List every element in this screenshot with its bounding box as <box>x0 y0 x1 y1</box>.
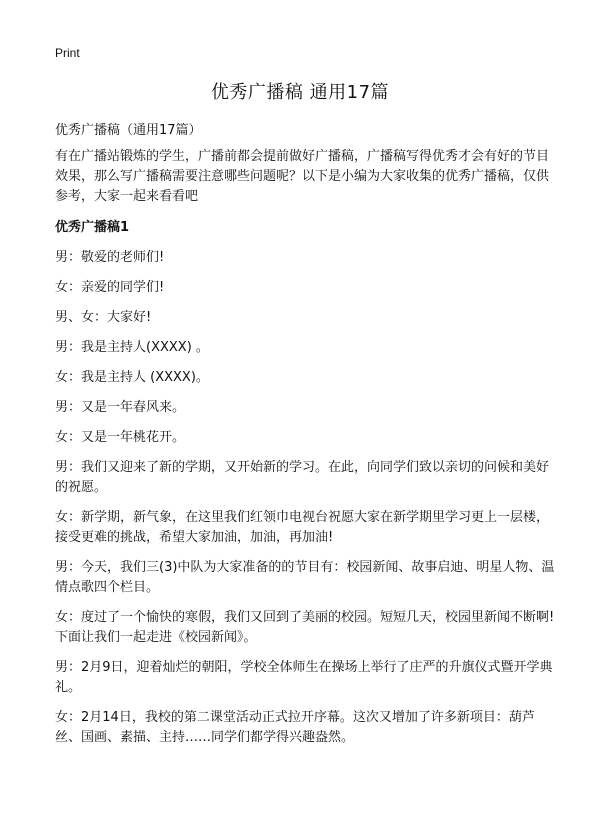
document-subtitle: 优秀广播稿（通用17篇） <box>55 123 202 138</box>
paragraph: 女：亲爱的同学们! <box>55 280 165 295</box>
paragraph: 女：度过了一个愉快的寒假，我们又回到了美丽的校园。短短几天，校园里新闻不断啊!下面让我们一起走进《校园新闻》。 <box>55 610 555 645</box>
paragraph: 男：又是一年春风来。 <box>55 400 186 415</box>
paragraph: 女：2月14日，我校的第二课堂活动正式拉开序幕。这次又增加了许多新项目：葫芦丝、国画、素描、主持……同学们都学得兴趣盎然。 <box>55 710 535 745</box>
paragraph: 女：又是一年桃花开。 <box>55 430 186 445</box>
paragraph: 女：新学期，新气象，在这里我们红领巾电视台祝愿大家在新学期里学习更上一层楼，接受更难的挑战，希望大家加油，加油，再加油! <box>55 510 550 545</box>
paragraph: 男：我们又迎来了新的学期，又开始新的学习。在此，向同学们致以亲切的问候和美好的祝愿。 <box>55 460 550 495</box>
paragraph: 男：敬爱的老师们! <box>55 250 165 265</box>
paragraph: 男：2月9日，迎着灿烂的朝阳，学校全体师生在操场上举行了庄严的升旗仪式暨开学典礼。 <box>55 660 553 695</box>
paragraph: 男：今天，我们三(3)中队为大家准备的的节目有：校园新闻、故事启迪、明星人物、温情点歌四个栏目。 <box>55 560 555 595</box>
document-body <box>55 121 555 758</box>
intro-paragraph: 有在广播站锻炼的学生，广播前都会提前做好广播稿，广播稿写得优秀才会有好的节目效果，那么写广播稿需要注意哪些问题呢？以下是小编为大家收集的优秀广播稿，仅供参考，大家一起来看看吧 <box>55 149 550 204</box>
paragraph: 男、女：大家好! <box>55 310 152 325</box>
section-heading: 优秀广播稿1 <box>55 220 130 235</box>
page-title: 优秀广播稿 通用17篇 <box>210 82 390 103</box>
print-link[interactable]: Print <box>55 46 80 60</box>
paragraph: 女：我是主持人 (XXXX)。 <box>55 370 209 385</box>
paragraph: 男：我是主持人(XXXX) 。 <box>55 340 209 355</box>
